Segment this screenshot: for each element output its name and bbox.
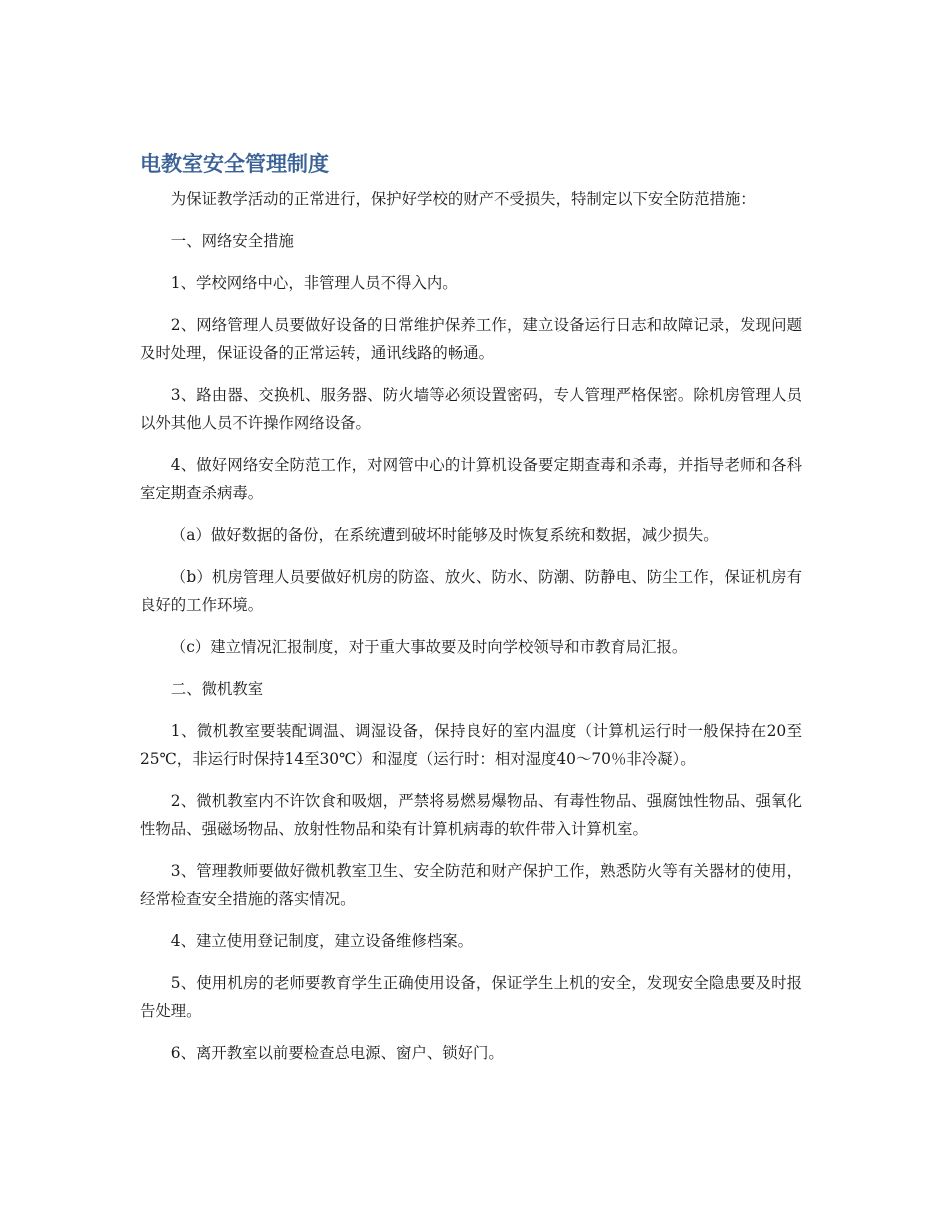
list-item: 6、离开教室以前要检查总电源、窗户、锁好门。	[170, 1044, 504, 1062]
list-item: 2、网络管理人员要做好设备的日常维护保养工作，建立设备运行日志和故障记录，发现问题及时处理，保证设备的正常运转，通讯线路的畅通。	[140, 316, 802, 362]
list-item: 1、学校网络中心，非管理人员不得入内。	[170, 274, 458, 292]
sub-item: （b）机房管理人员要做好机房的防盗、放火、防水、防潮、防静电、防尘工作，保证机房有良好的工作环境。	[140, 568, 802, 614]
list-item: 3、路由器、交换机、服务器、防火墙等必须设置密码，专人管理严格保密。除机房管理人员以外其他人员不许操作网络设备。	[140, 386, 802, 432]
sub-item: （c）建立情况汇报制度，对于重大事故要及时向学校领导和市教育局汇报。	[170, 638, 688, 656]
sub-item: （a）做好数据的备份，在系统遭到破坏时能够及时恢复系统和数据，减少损失。	[170, 526, 719, 544]
page-title: 电教室安全管理制度	[140, 152, 329, 176]
list-item: 4、建立使用登记制度，建立设备维修档案。	[170, 932, 474, 950]
section-heading-computer-room: 二、微机教室	[170, 680, 264, 698]
list-item: 1、微机教室要装配调温、调湿设备，保持良好的室内温度（计算机运行时一般保持在20至25℃，非运行时保持14至30℃）和湿度（运行时：相对湿度40～70％非冷凝）。	[140, 722, 802, 768]
intro-paragraph: 为保证教学活动的正常进行，保护好学校的财产不受损失，特制定以下安全防范措施：	[170, 190, 756, 208]
list-item: 4、做好网络安全防范工作，对网管中心的计算机设备要定期查毒和杀毒，并指导老师和各科室定期查杀病毒。	[140, 456, 802, 502]
section-heading-network: 一、网络安全措施	[170, 232, 294, 250]
list-item: 5、使用机房的老师要教育学生正确使用设备，保证学生上机的安全，发现安全隐患要及时报告处理。	[140, 974, 802, 1020]
document-body	[140, 149, 802, 1081]
list-item: 2、微机教室内不许饮食和吸烟，严禁将易燃易爆物品、有毒性物品、强腐蚀性物品、强氧化性物品、强磁场物品、放射性物品和染有计算机病毒的软件带入计算机室。	[140, 792, 802, 838]
list-item: 3、管理教师要做好微机教室卫生、安全防范和财产保护工作，熟悉防火等有关器材的使用，经常检查安全措施的落实情况。	[140, 862, 802, 908]
